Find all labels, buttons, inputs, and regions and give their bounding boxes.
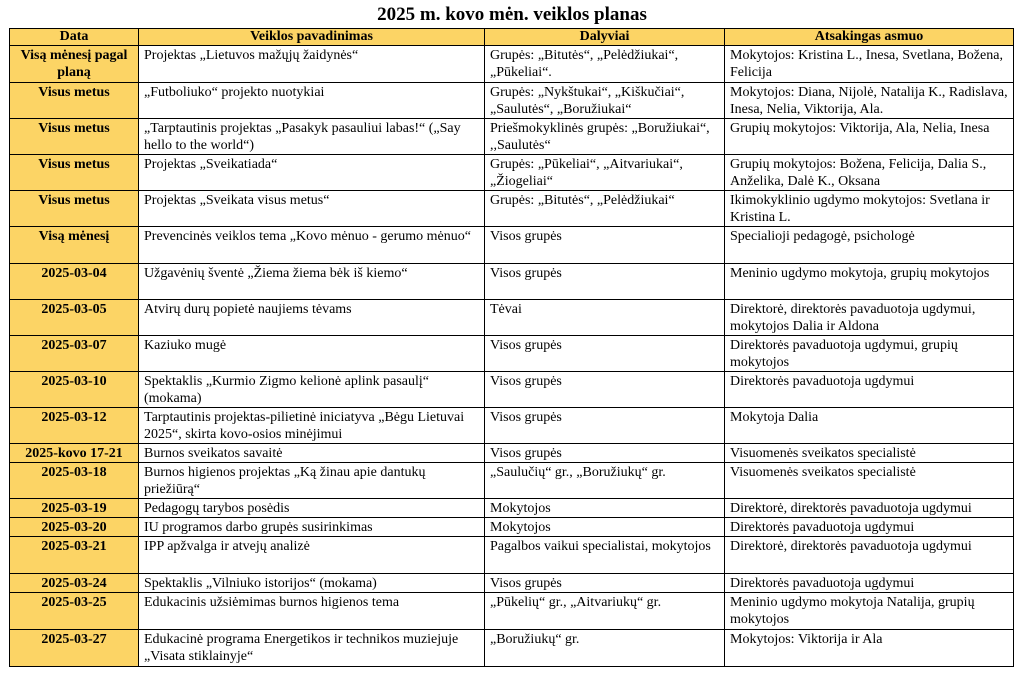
row-participants-cell: Visos grupės [485, 227, 725, 264]
row-participants-cell: Mokytojos [485, 499, 725, 518]
row-date-cell: 2025-03-27 [10, 630, 139, 667]
row-responsible-cell: Grupių mokytojos: Viktorija, Ala, Nelia, Inesa [725, 119, 1014, 155]
row-responsible-cell: Visuomenės sveikatos specialistė [725, 444, 1014, 463]
table-row [10, 46, 1014, 83]
row-responsible-cell: Direktorės pavaduotoja ugdymui [725, 518, 1014, 537]
row-responsible-cell: Direktorės pavaduotoja ugdymui [725, 372, 1014, 408]
row-participants-cell: Pagalbos vaikui specialistai, mokytojos [485, 537, 725, 574]
row-activity-cell: Projektas „Sveikatiada“ [139, 155, 485, 191]
row-activity-cell: IU programos darbo grupės susirinkimas [139, 518, 485, 537]
table-row [10, 463, 1014, 499]
row-participants-cell: Priešmokyklinės grupės: „Boružiukai“, ,,Saulutės“ [485, 119, 725, 155]
row-participants-cell: „Pūkelių“ gr., „Aitvariukų“ gr. [485, 593, 725, 630]
row-activity-cell: Pedagogų tarybos posėdis [139, 499, 485, 518]
row-activity-cell: Atvirų durų popietė naujiems tėvams [139, 300, 485, 336]
row-responsible-cell: Ikimokyklinio ugdymo mokytojos: Svetlana ir Kristina L. [725, 191, 1014, 227]
row-participants-cell: Tėvai [485, 300, 725, 336]
table-row [10, 574, 1014, 593]
row-date-cell: Visus metus [10, 191, 139, 227]
row-date-cell: Visą mėnesį [10, 227, 139, 264]
row-participants-cell: Visos grupės [485, 574, 725, 593]
row-participants-cell: Grupės: „Bitutės“, „Pelėdžiukai“, „Pūkeliai“. [485, 46, 725, 83]
row-responsible-cell: Direktorės pavaduotoja ugdymui [725, 574, 1014, 593]
table-row [10, 593, 1014, 630]
row-activity-cell: Edukacinė programa Energetikos ir technikos muziejuje „Visata stiklainyje“ [139, 630, 485, 667]
row-date-cell: Visus metus [10, 83, 139, 119]
page-title: 2025 m. kovo mėn. veiklos planas [377, 4, 647, 25]
table-row [10, 119, 1014, 155]
row-participants-cell: Grupės: „Bitutės“, „Pelėdžiukai“ [485, 191, 725, 227]
table-row [10, 408, 1014, 444]
row-responsible-cell: Mokytoja Dalia [725, 408, 1014, 444]
row-participants-cell: Visos grupės [485, 372, 725, 408]
row-date-cell: 2025-03-05 [10, 300, 139, 336]
table-row [10, 264, 1014, 300]
row-participants-cell: Visos grupės [485, 408, 725, 444]
row-activity-cell: Prevencinės veiklos tema „Kovo mėnuo - gerumo mėnuo“ [139, 227, 485, 264]
header-date: Data [10, 29, 139, 46]
header-responsible: Atsakingas asmuo [725, 29, 1014, 46]
table-body [10, 46, 1014, 667]
row-activity-cell: Tarptautinis projektas-pilietinė iniciatyva „Bėgu Lietuvai 2025“, skirta kovo-osios minėjimui [139, 408, 485, 444]
table-row [10, 336, 1014, 372]
row-date-cell: 2025-03-12 [10, 408, 139, 444]
row-date-cell: Visus metus [10, 119, 139, 155]
row-activity-cell: Edukacinis užsiėmimas burnos higienos tema [139, 593, 485, 630]
row-responsible-cell: Direktorė, direktorės pavaduotoja ugdymui [725, 499, 1014, 518]
table-row [10, 191, 1014, 227]
row-participants-cell: Grupės: „Nykštukai“, „Kiškučiai“, „Saulutės“, „Boružiukai“ [485, 83, 725, 119]
row-activity-cell: Burnos higienos projektas „Ką žinau apie dantukų priežiūrą“ [139, 463, 485, 499]
row-activity-cell: „Tarptautinis projektas „Pasakyk pasauliui labas!“ („Say hello to the world“) [139, 119, 485, 155]
row-responsible-cell: Meninio ugdymo mokytoja, grupių mokytojos [725, 264, 1014, 300]
table-row [10, 83, 1014, 119]
row-responsible-cell: Direktorė, direktorės pavaduotoja ugdymui [725, 537, 1014, 574]
row-responsible-cell: Direktorės pavaduotoja ugdymui, grupių mokytojos [725, 336, 1014, 372]
row-responsible-cell: Mokytojos: Diana, Nijolė, Natalija K., Radislava, Inesa, Nelia, Viktorija, Ala. [725, 83, 1014, 119]
row-responsible-cell: Meninio ugdymo mokytoja Natalija, grupių mokytojos [725, 593, 1014, 630]
row-activity-cell: Projektas „Lietuvos mažųjų žaidynės“ [139, 46, 485, 83]
table-row [10, 518, 1014, 537]
table-row [10, 499, 1014, 518]
row-participants-cell: Visos grupės [485, 444, 725, 463]
table-row [10, 444, 1014, 463]
header-participants: Dalyviai [485, 29, 725, 46]
row-responsible-cell: Grupių mokytojos: Božena, Felicija, Dalia S., Anželika, Dalė K., Oksana [725, 155, 1014, 191]
row-date-cell: 2025-03-25 [10, 593, 139, 630]
row-date-cell: 2025-03-04 [10, 264, 139, 300]
table-row [10, 155, 1014, 191]
row-date-cell: 2025-03-10 [10, 372, 139, 408]
row-participants-cell: „Saulučių“ gr., „Boružiukų“ gr. [485, 463, 725, 499]
row-activity-cell: Užgavėnių šventė „Žiema žiema bėk iš kiemo“ [139, 264, 485, 300]
table-row [10, 300, 1014, 336]
row-responsible-cell: Mokytojos: Kristina L., Inesa, Svetlana, Božena, Felicija [725, 46, 1014, 83]
row-activity-cell: Kaziuko mugė [139, 336, 485, 372]
row-date-cell: 2025-03-20 [10, 518, 139, 537]
row-activity-cell: Spektaklis „Vilniuko istorijos“ (mokama) [139, 574, 485, 593]
row-participants-cell: Visos grupės [485, 264, 725, 300]
row-participants-cell: „Boružiukų“ gr. [485, 630, 725, 667]
row-date-cell: 2025-03-21 [10, 537, 139, 574]
row-date-cell: Visus metus [10, 155, 139, 191]
row-activity-cell: Spektaklis „Kurmio Zigmo kelionė aplink pasaulį“ (mokama) [139, 372, 485, 408]
row-date-cell: Visą mėnesį pagal planą [10, 46, 139, 83]
row-responsible-cell: Direktorė, direktorės pavaduotoja ugdymui, mokytojos Dalia ir Aldona [725, 300, 1014, 336]
header-activity: Veiklos pavadinimas [139, 29, 485, 46]
table-row [10, 372, 1014, 408]
row-date-cell: 2025-03-19 [10, 499, 139, 518]
row-participants-cell: Visos grupės [485, 336, 725, 372]
row-participants-cell: Mokytojos [485, 518, 725, 537]
table-row [10, 630, 1014, 667]
row-date-cell: 2025-03-24 [10, 574, 139, 593]
row-date-cell: 2025-03-07 [10, 336, 139, 372]
row-date-cell: 2025-03-18 [10, 463, 139, 499]
table-row [10, 227, 1014, 264]
row-responsible-cell: Specialioji pedagogė, psichologė [725, 227, 1014, 264]
row-activity-cell: „Futboliuko“ projekto nuotykiai [139, 83, 485, 119]
table-header [10, 29, 1014, 46]
row-participants-cell: Grupės: „Pūkeliai“, „Aitvariukai“, „Žiogeliai“ [485, 155, 725, 191]
row-activity-cell: Burnos sveikatos savaitė [139, 444, 485, 463]
header-row [10, 29, 1014, 46]
row-responsible-cell: Mokytojos: Viktorija ir Ala [725, 630, 1014, 667]
row-date-cell: 2025-kovo 17-21 [10, 444, 139, 463]
row-activity-cell: Projektas „Sveikata visus metus“ [139, 191, 485, 227]
table-row [10, 537, 1014, 574]
row-activity-cell: IPP apžvalga ir atvejų analizė [139, 537, 485, 574]
activity-plan-table [9, 28, 1014, 667]
row-responsible-cell: Visuomenės sveikatos specialistė [725, 463, 1014, 499]
